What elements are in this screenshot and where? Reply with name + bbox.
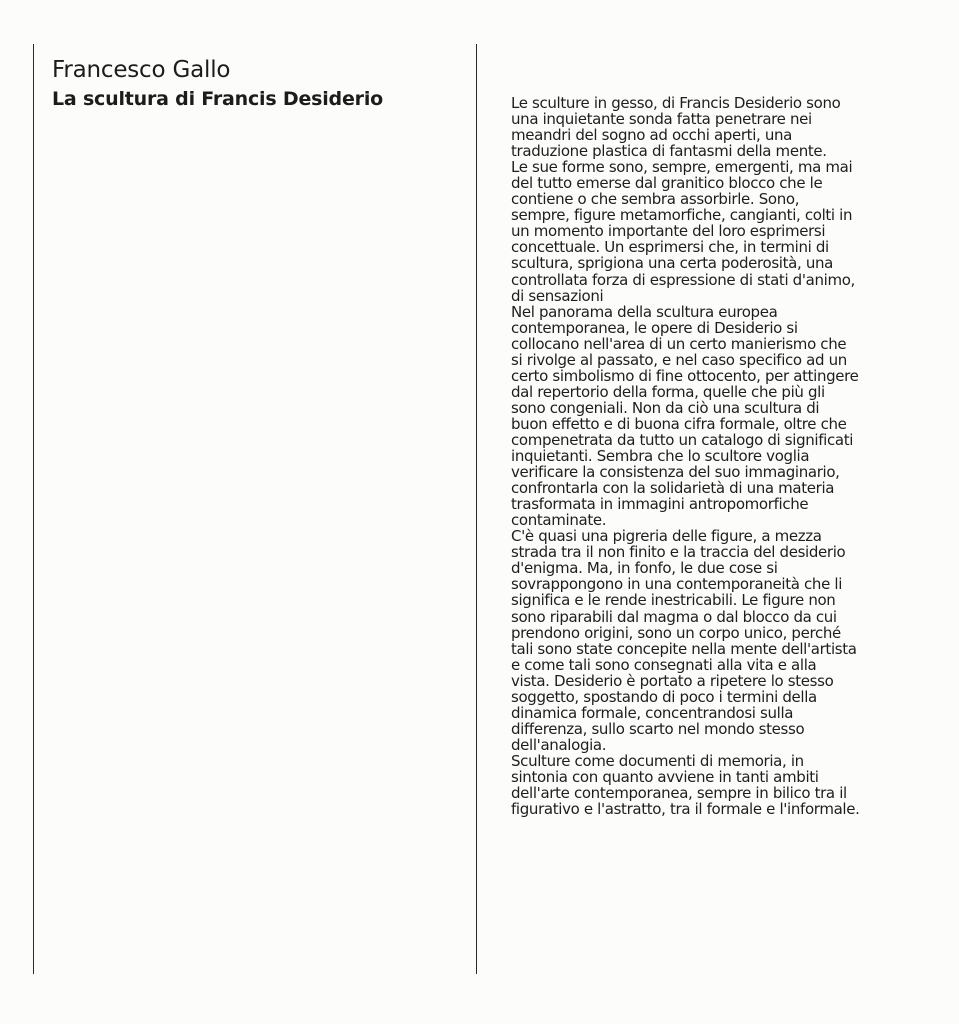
body-line: del tutto emerse dal granitico blocco che le bbox=[511, 174, 823, 193]
body-line: sintonia con quanto avviene in tanti ambiti bbox=[511, 767, 819, 786]
body-line: dell'analogia. bbox=[511, 735, 607, 754]
article-header bbox=[52, 55, 472, 112]
body-line: figurativo e l'astratto, tra il formale e l'informale. bbox=[511, 800, 860, 819]
body-line: una inquietante sonda fatta penetrare nei bbox=[511, 110, 812, 129]
body-line: Le sue forme sono, sempre, emergenti, ma mai bbox=[511, 158, 853, 177]
body-line: Sculture come documenti di memoria, in bbox=[511, 751, 804, 770]
body-line: Nel panorama della scultura europea bbox=[511, 302, 778, 321]
body-line: trasformata in immagini antropomorfiche bbox=[511, 495, 809, 514]
body-line: certo simbolismo di fine ottocento, per attingere bbox=[511, 366, 859, 385]
body-line: di sensazioni bbox=[511, 286, 604, 305]
author-name: Francesco Gallo bbox=[52, 57, 231, 83]
body-line: si rivolge al passato, e nel caso specifico ad un bbox=[511, 350, 847, 369]
body-line: scultura, sprigiona una certa poderosità, una bbox=[511, 254, 833, 273]
body-line: collocano nell'area di un certo manierismo che bbox=[511, 334, 847, 353]
body-line: contaminate. bbox=[511, 511, 607, 530]
body-line: e come tali sono consegnati alla vita e alla bbox=[511, 655, 817, 674]
body-line: traduzione plastica di fantasmi della mente. bbox=[511, 142, 827, 161]
body-line: sovrappongono in una contemporaneità che li bbox=[511, 575, 843, 594]
body-line: tali sono state concepite nella mente dell'artista bbox=[511, 639, 857, 658]
body-line: un momento importante del loro esprimersi bbox=[511, 222, 826, 241]
body-line: meandri del sogno ad occhi aperti, una bbox=[511, 126, 793, 145]
body-line: buon effetto e di buona cifra formale, oltre che bbox=[511, 414, 847, 433]
body-line: soggetto, spostando di poco i termini della bbox=[511, 687, 817, 706]
center-column-rule bbox=[476, 44, 477, 974]
body-line: confrontarla con la solidarietà di una materia bbox=[511, 479, 835, 498]
body-line: dell'arte contemporanea, sempre in bilico tra il bbox=[511, 784, 847, 803]
article-body bbox=[511, 95, 951, 817]
body-line: prendono origini, sono un corpo unico, perché bbox=[511, 623, 841, 642]
body-line: concettuale. Un esprimersi che, in termini di bbox=[511, 238, 829, 257]
body-line: inquietanti. Sembra che lo scultore voglia bbox=[511, 447, 810, 466]
body-line: strada tra il non finito e la traccia del desiderio bbox=[511, 543, 846, 562]
article-title: La scultura di Francis Desiderio bbox=[52, 88, 383, 110]
body-line: C'è quasi una pigreria delle figure, a mezza bbox=[511, 527, 822, 546]
body-line: contemporanea, le opere di Desiderio si bbox=[511, 318, 798, 337]
body-line: dinamica formale, concentrandosi sulla bbox=[511, 703, 794, 722]
body-line: controllata forza di espressione di stati d'animo, bbox=[511, 270, 855, 289]
body-line: significa e le rende inestricabili. Le figure non bbox=[511, 591, 836, 610]
body-line: compenetrata da tutto un catalogo di significati bbox=[511, 430, 854, 449]
body-line: sempre, figure metamorfiche, cangianti, colti in bbox=[511, 206, 853, 225]
body-line: Le sculture in gesso, di Francis Desiderio sono bbox=[511, 94, 841, 112]
body-line: contiene o che sembra assorbirle. Sono, bbox=[511, 190, 800, 209]
left-column-rule bbox=[33, 44, 34, 974]
body-line: dal repertorio della forma, quelle che più gli bbox=[511, 382, 825, 401]
body-line: d'enigma. Ma, in fonfo, le due cose si bbox=[511, 559, 778, 578]
body-line: vista. Desiderio è portato a ripetere lo stesso bbox=[511, 671, 834, 690]
body-line: differenza, sullo scarto nel mondo stesso bbox=[511, 719, 805, 738]
body-line: sono congeniali. Non da ciò una scultura di bbox=[511, 398, 820, 417]
body-line: sono riparabili dal magma o dal blocco da cui bbox=[511, 607, 837, 626]
body-line: verificare la consistenza del suo immaginario, bbox=[511, 463, 840, 482]
